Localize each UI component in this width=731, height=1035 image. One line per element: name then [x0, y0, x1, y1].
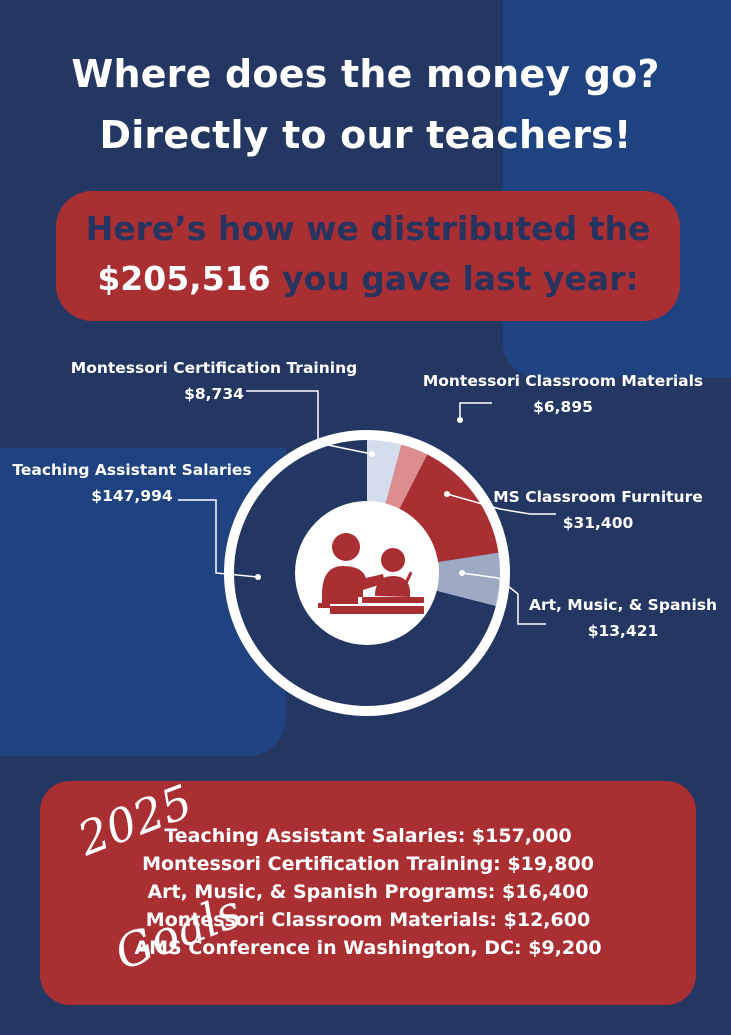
- leader-dot: [369, 451, 375, 457]
- goal-item: Montessori Classroom Materials: $12,600: [145, 909, 591, 931]
- slice-label-value: $31,400: [562, 514, 634, 532]
- slice-label-value: $6,895: [533, 398, 593, 416]
- banner-line2-rest: you gave last year:: [270, 259, 639, 298]
- slice-label-value: $8,734: [184, 385, 244, 403]
- goals-heading: 2025 Goals: [70, 773, 249, 981]
- goal-item: Teaching Assistant Salaries: $157,000: [164, 825, 572, 847]
- goals-list: [40, 822, 696, 962]
- banner-line2: [56, 259, 680, 298]
- slice-label-name: MS Classroom Furniture: [493, 488, 703, 506]
- banner-line1: Here’s how we distributed the: [85, 209, 651, 248]
- donation-pie-chart: [0, 330, 731, 750]
- goal-item: AMS Conference in Washington, DC: $9,200: [134, 937, 602, 959]
- slice-label-name: Montessori Certification Training: [70, 359, 358, 377]
- goal-item: Art, Music, & Spanish Programs: $16,400: [147, 881, 589, 903]
- slice-label-name: Montessori Classroom Materials: [422, 372, 704, 390]
- goal-item: Montessori Certification Training: $19,800: [142, 853, 594, 875]
- total-amount: $205,516: [97, 259, 271, 298]
- leader-dot: [459, 570, 465, 576]
- distribution-banner: [56, 191, 680, 321]
- center-circle: [295, 501, 439, 645]
- page-title-line2: Directly to our teachers!: [99, 113, 632, 157]
- slice-label-name: Art, Music, & Spanish: [528, 596, 718, 614]
- leader-dot: [457, 417, 463, 423]
- slice-label-name: Teaching Assistant Salaries: [12, 461, 252, 479]
- leader-dot: [255, 574, 261, 580]
- slice-label-value: $13,421: [587, 622, 659, 640]
- page-title-line1: Where does the money go?: [71, 52, 660, 96]
- leader-line: [460, 403, 492, 420]
- slice-label-value: $147,994: [91, 487, 173, 505]
- leader-dot: [444, 491, 450, 497]
